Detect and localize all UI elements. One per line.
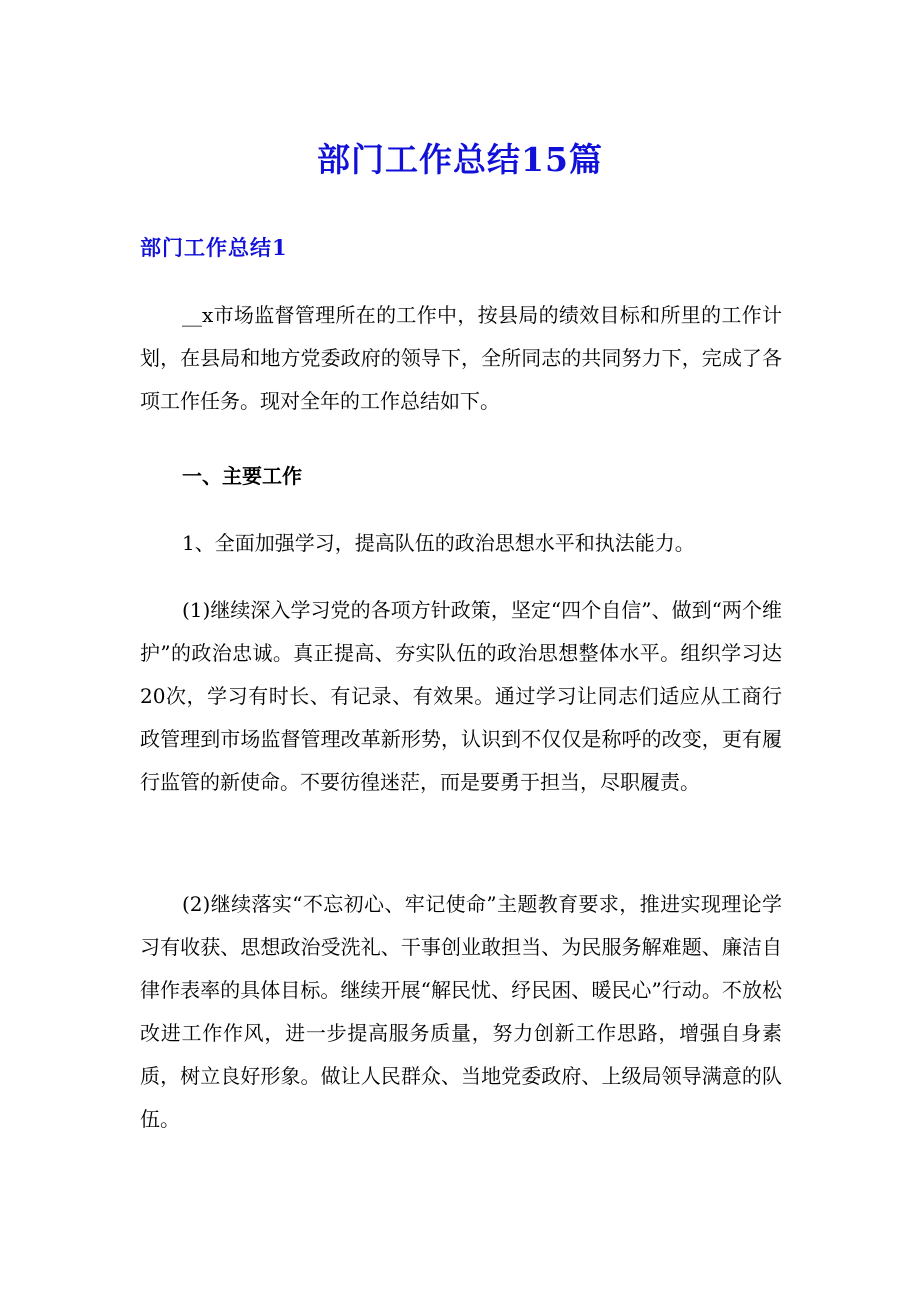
item-1-1-paragraph: (1)继续深入学习党的各项方针政策，坚定“四个自信”、做到“两个维护”的政治忠诚。真正提高、夯实队伍的政治思想整体水平。组织学习达20次，学习有时长、有记录、有效果。通过学习让同志们适应从工商行政管理到市场监督管理改革新形势，认识到不仅仅是称呼的改变，更有履行监管的新使命。不要彷徨迷茫，而是要勇于担当，尽职履责。	[140, 598, 782, 794]
heading-main-work: 一、主要工作	[182, 464, 302, 488]
item-1-2-paragraph: (2)继续落实“不忘初心、牢记使命”主题教育要求，推进实现理论学习有收获、思想政治受洗礼、干事创业敢担当、为民服务解难题、廉洁自律作表率的具体目标。继续开展“解民忧、纾民困、暖民心”行动。不放松改进工作作风，进一步提高服务质量，努力创新工作思路，增强自身素质，树立良好形象。做让人民群众、当地党委政府、上级局领导满意的队伍。	[140, 892, 782, 1131]
intro-paragraph: __x市场监督管理所在的工作中，按县局的绩效目标和所里的工作计划，在县局和地方党委政府的领导下，全所同志的共同努力下，完成了各项工作任务。现对全年的工作总结如下。	[140, 303, 782, 413]
item-1-paragraph: 1、全面加强学习，提高队伍的政治思想水平和执法能力。	[182, 531, 695, 555]
document-title: 部门工作总结15篇	[317, 140, 603, 179]
section-title: 部门工作总结1	[140, 235, 288, 260]
